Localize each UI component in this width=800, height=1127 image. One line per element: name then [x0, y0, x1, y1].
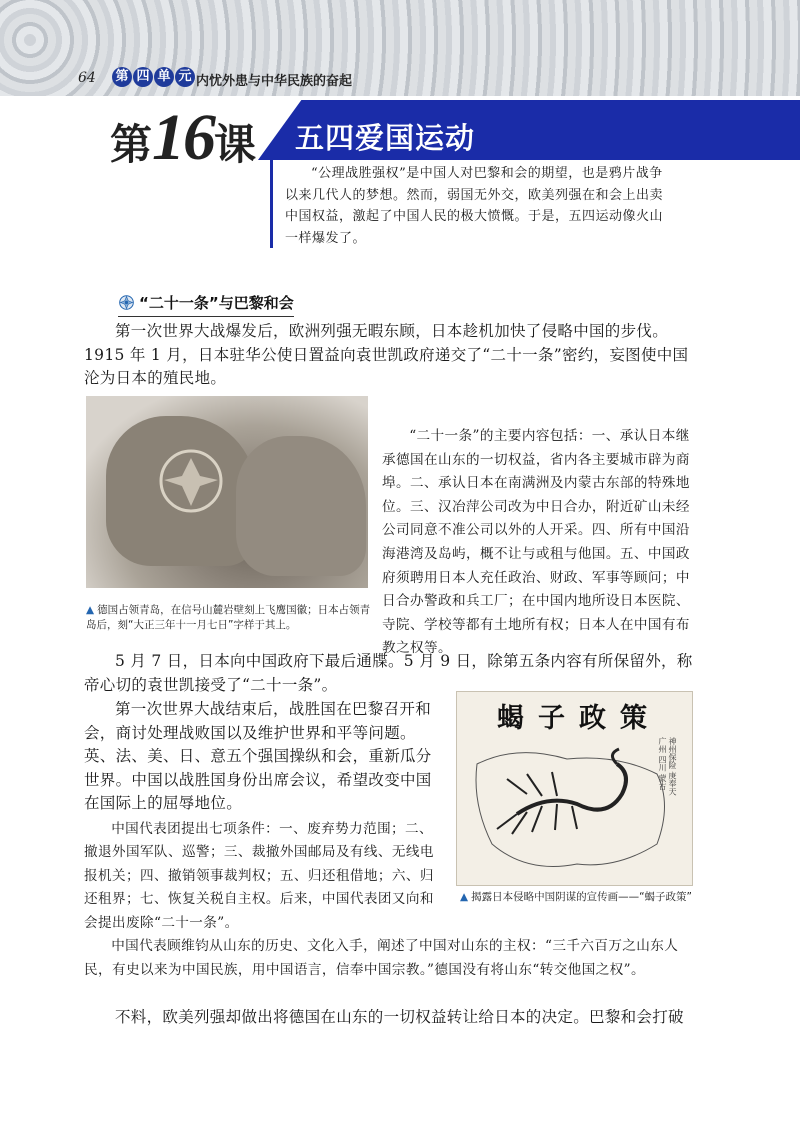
triangle-icon: ▲	[460, 891, 469, 903]
paragraph: 第一次世界大战结束后，战胜国在巴黎召开和会，商讨处理战败国以及维护世界和平等问题。英、法、美、日、意五个强国操纵和会，重新瓜分世界。中国以战胜国身份出席会议，希望改变中国在国际上的屈辱地位。	[84, 700, 432, 812]
triangle-icon: ▲	[86, 604, 95, 616]
paragraph: 第一次世界大战爆发后，欧洲列强无暇东顾，日本趁机加快了侵略中国的步伐。1915 年 1 月，日本驻华公使日置益向袁世凯政府递交了“二十一条”密约，妄图使中国沦为日本的殖民地。	[84, 322, 689, 387]
unit-char: 第	[112, 67, 132, 87]
flower-icon	[118, 294, 135, 311]
page-header	[0, 0, 800, 96]
page-number: 64	[78, 70, 96, 86]
paragraph: 中国代表团提出七项条件：一、废弃势力范围；二、撤退外国军队、巡警；三、裁撤外国邮局及有线、无线电报机关；四、撤销领事裁判权；五、归还租借地；六、归还租界；七、恢复关税自主权。后来，中国代表团又向和会提出废除“二十一条”。	[84, 821, 434, 931]
eagle-emblem-icon	[156, 446, 226, 516]
paragraph: 中国代表顾维钧从山东的历史、文化入手，阐述了中国对山东的主权：“三千六百万之山东人民，有史以来为中国民族，用中国语言，信奉中国宗教。”德国没有将山东“转交他国之权”。	[84, 938, 679, 978]
photo-caption	[86, 603, 371, 632]
photo-caption-text: 德国占领青岛，在信号山麓岩壁刻上飞鹰国徽；日本占领青岛后，刻“大正三年十一月七日”字样于其上。	[86, 604, 371, 631]
unit-badge	[112, 67, 196, 87]
lesson-prefix: 第	[110, 120, 153, 169]
unit-char: 单	[154, 67, 174, 87]
section-heading-text: “二十一条”与巴黎和会	[139, 294, 294, 312]
lesson-number	[110, 100, 256, 176]
intro-rule	[270, 160, 273, 248]
cartoon-labels: 神州保险 庚奉天 广州 四川 蒙古	[658, 737, 677, 796]
cartoon-title: 蝎子政策	[497, 703, 661, 734]
lesson-intro: “公理战胜强权”是中国人对巴黎和会的期望，也是鸦片战争以来几代人的梦想。然而，弱国无外交，欧美列强在和会上出卖中国权益，激起了中国人民的极大愤慨。于是，五四运动像火山一样爆发了。	[285, 166, 664, 246]
unit-title: 内忧外患与中华民族的奋起	[196, 74, 353, 89]
cartoon-caption	[460, 890, 692, 905]
lesson-num: 16	[152, 101, 215, 174]
unit-char: 元	[175, 67, 195, 87]
cartoon-caption-text: 揭露日本侵略中国阴谋的宣传画——“蝎子政策”	[471, 891, 692, 903]
rock-shape	[236, 436, 366, 576]
paragraph: “二十一条”的主要内容包括：一、承认日本继承德国在山东的一切权益，省内各主要城市辟为商埠。二、承认日本在南满洲及内蒙古东部的特殊地位。三、汉冶萍公司改为中日合办，附近矿山未经公司同意不准公司以外的人开采。四、所有中国沿海港湾及岛屿，概不让与或租与他国。五、中国政府须聘用日本人充任政治、财政、军事等顾问；中日合办警政和兵工厂；在中国内地所设日本医院、寺院、学校等都有土地所有权；日本人在中国有布教之权等。	[382, 428, 690, 657]
lesson-title: 五四爱国运动	[295, 121, 476, 155]
scorpion-policy-cartoon	[456, 691, 693, 886]
lesson-suffix: 课	[214, 120, 257, 169]
unit-char: 四	[133, 67, 153, 87]
paragraph: 5 月 7 日，日本向中国政府下最后通牒。5 月 9 日，除第五条内容有所保留外，称帝心切的袁世凯接受了“二十一条”。	[84, 652, 693, 694]
section-heading	[118, 292, 294, 317]
paragraph: 不料，欧美列强却做出将德国在山东的一切权益转让给日本的决定。巴黎和会打破	[115, 1008, 684, 1026]
qingdao-rock-photo	[86, 396, 368, 588]
